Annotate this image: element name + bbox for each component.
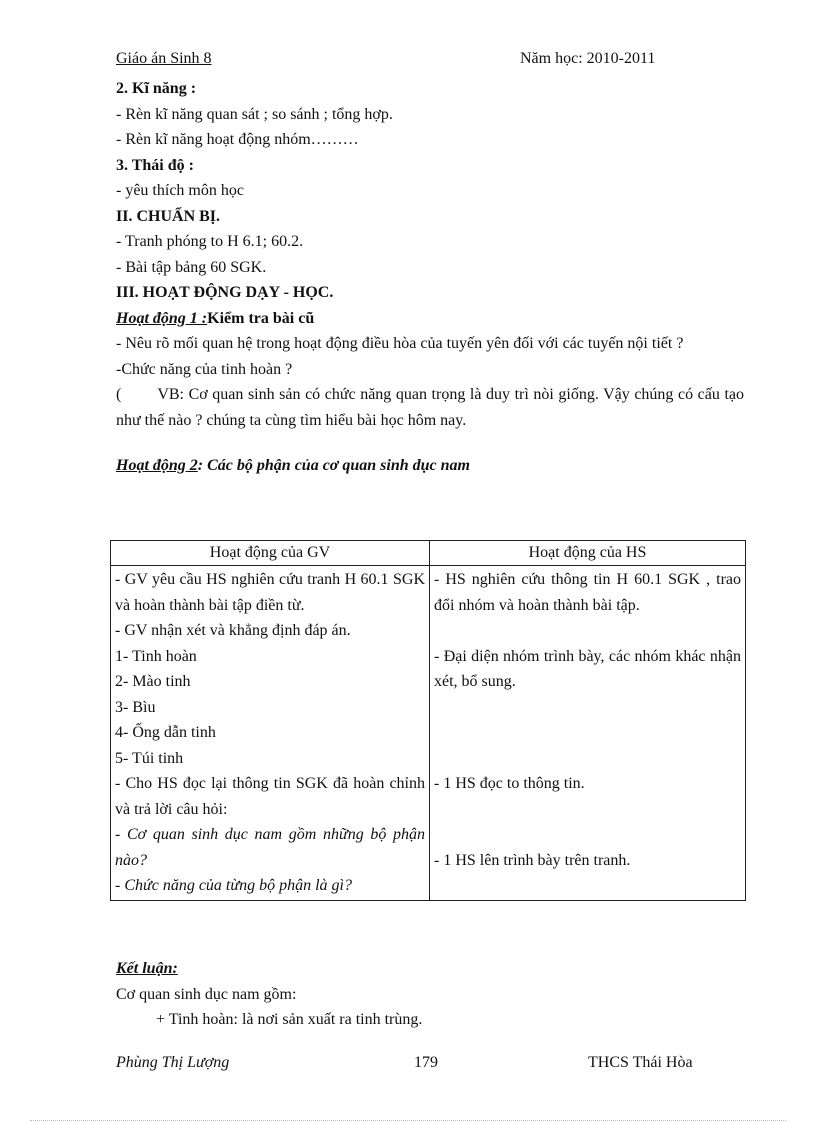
header-subject: Giáo án Sinh 8 <box>116 50 212 67</box>
column-header-hs: Hoạt động của HS <box>430 541 746 566</box>
activity-1-label: Hoạt động 1 : <box>116 309 208 327</box>
footer-author: Phùng Thị Lượng <box>116 1054 230 1071</box>
answer-item: 1- Tinh hoàn <box>115 647 197 665</box>
header-school-year: Năm học: 2010-2011 <box>520 50 656 67</box>
hs-step: - Đại diện nhóm trình bày, các nhóm khác nhận xét, bổ sung. <box>434 647 741 690</box>
page-edge-divider <box>30 1120 786 1121</box>
lesson-intro <box>116 382 744 433</box>
activity-2-label: Hoạt động 2 <box>116 457 198 474</box>
activities-heading: III. HOẠT ĐỘNG DẠY - HỌC. <box>116 284 334 301</box>
skills-item: - Rèn kĩ năng quan sát ; so sánh ; tổng hợp. <box>116 105 393 123</box>
gv-step: - GV nhận xét và khẳng định đáp án. <box>115 622 351 639</box>
conclusion-line: Cơ quan sinh dục nam gồm: <box>116 985 297 1003</box>
conclusion-line: + Tinh hoàn: là nơi sản xuất ra tinh trùng. <box>156 1011 423 1028</box>
prep-heading: II. CHUẨN BỊ. <box>116 207 221 225</box>
gv-question: - Chức năng của từng bộ phận là gì? <box>115 877 352 894</box>
conclusion-heading: Kết luận: <box>116 960 178 977</box>
column-header-gv: Hoạt động của GV <box>111 541 430 566</box>
activity-table <box>110 540 746 901</box>
intro-text: VB: Cơ quan sinh sản có chức năng quan trọng là duy trì nòi giống. Vậy chúng có cấu tạo như thế nào ? chúng ta cùng tìm hiểu bài học hôm nay. <box>116 386 744 429</box>
hs-cell <box>430 566 746 901</box>
footer-school: THCS Thái Hòa <box>588 1054 693 1071</box>
review-question: - Nêu rõ mối quan hệ trong hoạt động điều hòa của tuyến yên đối với các tuyến nội tiết ? <box>116 335 684 352</box>
table-row <box>111 566 746 901</box>
gv-step: - GV yêu cầu HS nghiên cứu tranh H 60.1 SGK và hoàn thành bài tập điền từ. <box>115 571 425 614</box>
prep-item: - Tranh phóng to H 6.1; 60.2. <box>116 233 304 250</box>
gv-cell <box>111 566 430 901</box>
gv-question: - Cơ quan sinh dục nam gồm những bộ phận nào? <box>115 826 425 869</box>
skills-heading: 2. Kĩ năng : <box>116 80 197 97</box>
activity-1-heading <box>116 306 744 332</box>
answer-item: 5- Túi tinh <box>115 749 184 767</box>
attitude-heading: 3. Thái độ : <box>116 156 194 174</box>
gv-step: - Cho HS đọc lại thông tin SGK đã hoàn chỉnh và trả lời câu hỏi: <box>115 775 425 818</box>
answer-item: 2- Mào tinh <box>115 673 191 690</box>
activity-1-title: Kiểm tra bài cũ <box>207 309 315 327</box>
answer-item: 3- Bìu <box>115 698 156 716</box>
intro-paren: ( <box>116 386 122 403</box>
footer-page-number: 179 <box>414 1054 438 1071</box>
prep-item: - Bài tập bảng 60 SGK. <box>116 258 267 276</box>
attitude-item: - yêu thích môn học <box>116 182 244 199</box>
lesson-body <box>116 76 744 479</box>
review-question: -Chức năng của tinh hoàn ? <box>116 360 293 378</box>
table-header-row <box>111 541 746 566</box>
activity-2-heading <box>116 453 744 479</box>
hs-step: - 1 HS lên trình bày trên tranh. <box>434 851 631 869</box>
hs-step: - HS nghiên cứu thông tin H 60.1 SGK , trao đổi nhóm và hoàn thành bài tập. <box>434 571 741 614</box>
skills-item: - Rèn kĩ năng hoạt động nhóm……… <box>116 131 359 148</box>
activity-2-title: : Các bộ phận của cơ quan sinh dục nam <box>197 457 470 474</box>
hs-step: - 1 HS đọc to thông tin. <box>434 775 585 792</box>
conclusion <box>116 956 744 1033</box>
answer-item: 4- Ống dẫn tinh <box>115 724 216 741</box>
